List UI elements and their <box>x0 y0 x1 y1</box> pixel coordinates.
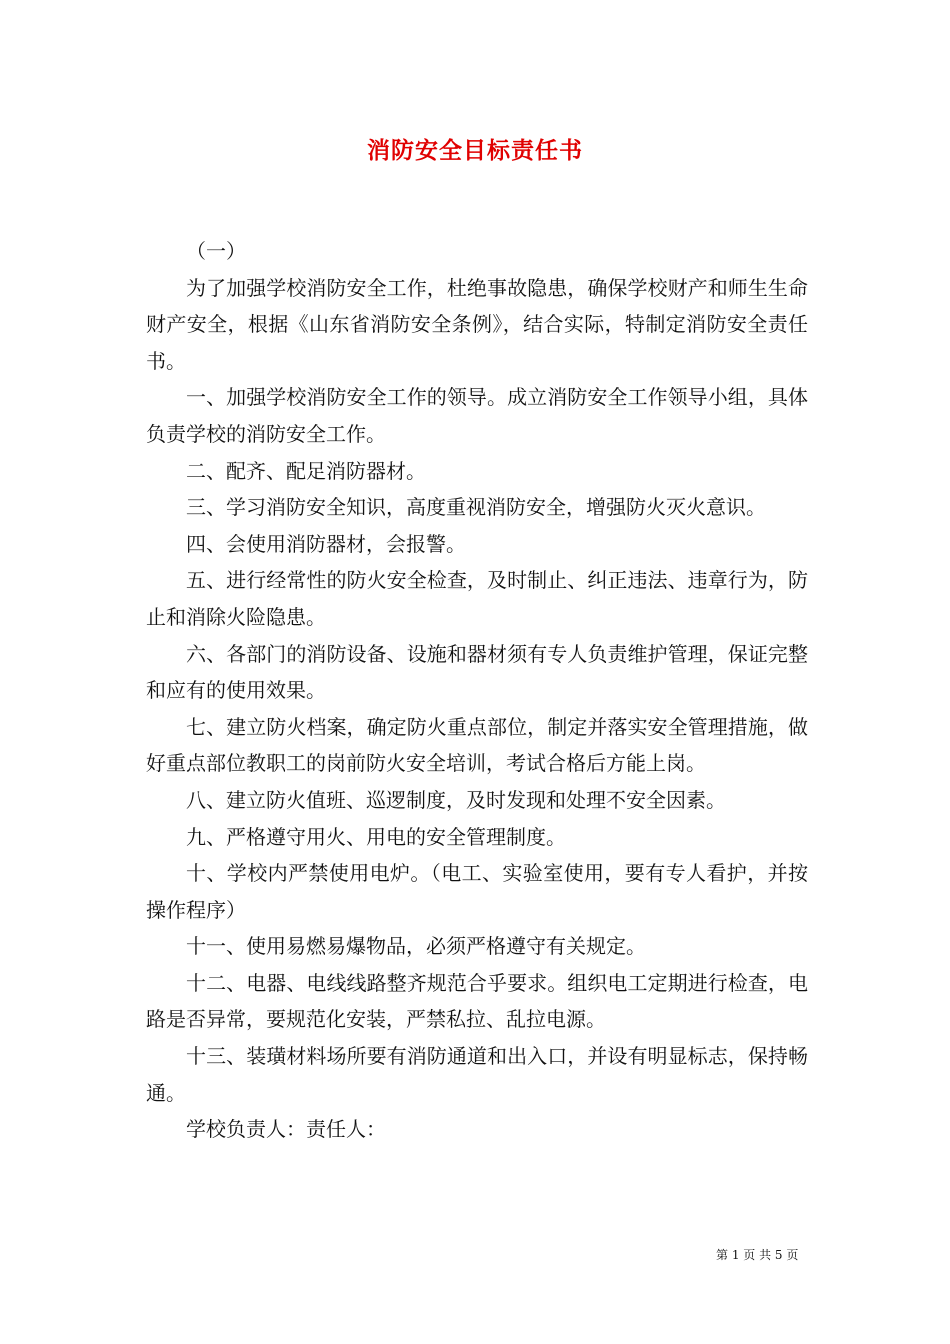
document-body <box>146 233 808 1148</box>
paragraph-item-10: 十、学校内严禁使用电炉。（电工、实验室使用，要有专人看护，并按操作程序） <box>146 861 808 922</box>
paragraph-item-11: 十一、使用易燃易爆物品，必须严格遵守有关规定。 <box>186 934 646 959</box>
paragraph-item-8: 八、建立防火值班、巡逻制度，及时发现和处理不安全因素。 <box>186 787 726 812</box>
page-number-footer: 第 1 页 共 5 页 <box>716 1248 799 1262</box>
paragraph-item-13: 十三、装璜材料场所要有消防通道和出入口，并设有明显标志，保持畅通。 <box>146 1044 808 1105</box>
paragraph-item-3: 三、学习消防安全知识，高度重视消防安全，增强防火灭火意识。 <box>186 495 766 520</box>
paragraph-item-9: 九、严格遵守用火、用电的安全管理制度。 <box>186 824 566 849</box>
paragraph-item-5: 五、进行经常性的防火安全检查，及时制止、纠正违法、违章行为，防止和消除火险隐患。 <box>146 568 808 629</box>
paragraph-item-12: 十二、电器、电线线路整齐规范合乎要求。组织电工定期进行检查，电路是否异常，要规范化安装，严禁私拉、乱拉电源。 <box>146 970 808 1032</box>
paragraph-intro: 为了加强学校消防安全工作，杜绝事故隐患，确保学校财产和师生生命财产安全，根据《山东省消防安全条例》，结合实际，特制定消防安全责任书。 <box>146 275 808 373</box>
signature-line: 学校负责人：责任人： <box>186 1117 386 1142</box>
paragraph-item-4: 四、会使用消防器材，会报警。 <box>186 531 466 556</box>
paragraph-item-2: 二、配齐、配足消防器材。 <box>186 458 426 483</box>
paragraph-item-7: 七、建立防火档案，确定防火重点部位，制定并落实安全管理措施，做好重点部位教职工的岗前防火安全培训，考试合格后方能上岗。 <box>146 714 808 776</box>
section-heading: （一） <box>186 239 246 263</box>
paragraph-item-1: 一、加强学校消防安全工作的领导。成立消防安全工作领导小组，具体负责学校的消防安全工作。 <box>146 385 808 446</box>
paragraph-item-6: 六、各部门的消防设备、设施和器材须有专人负责维护管理，保证完整和应有的使用效果。 <box>146 641 808 703</box>
page-title: 消防安全目标责任书 <box>367 137 583 164</box>
